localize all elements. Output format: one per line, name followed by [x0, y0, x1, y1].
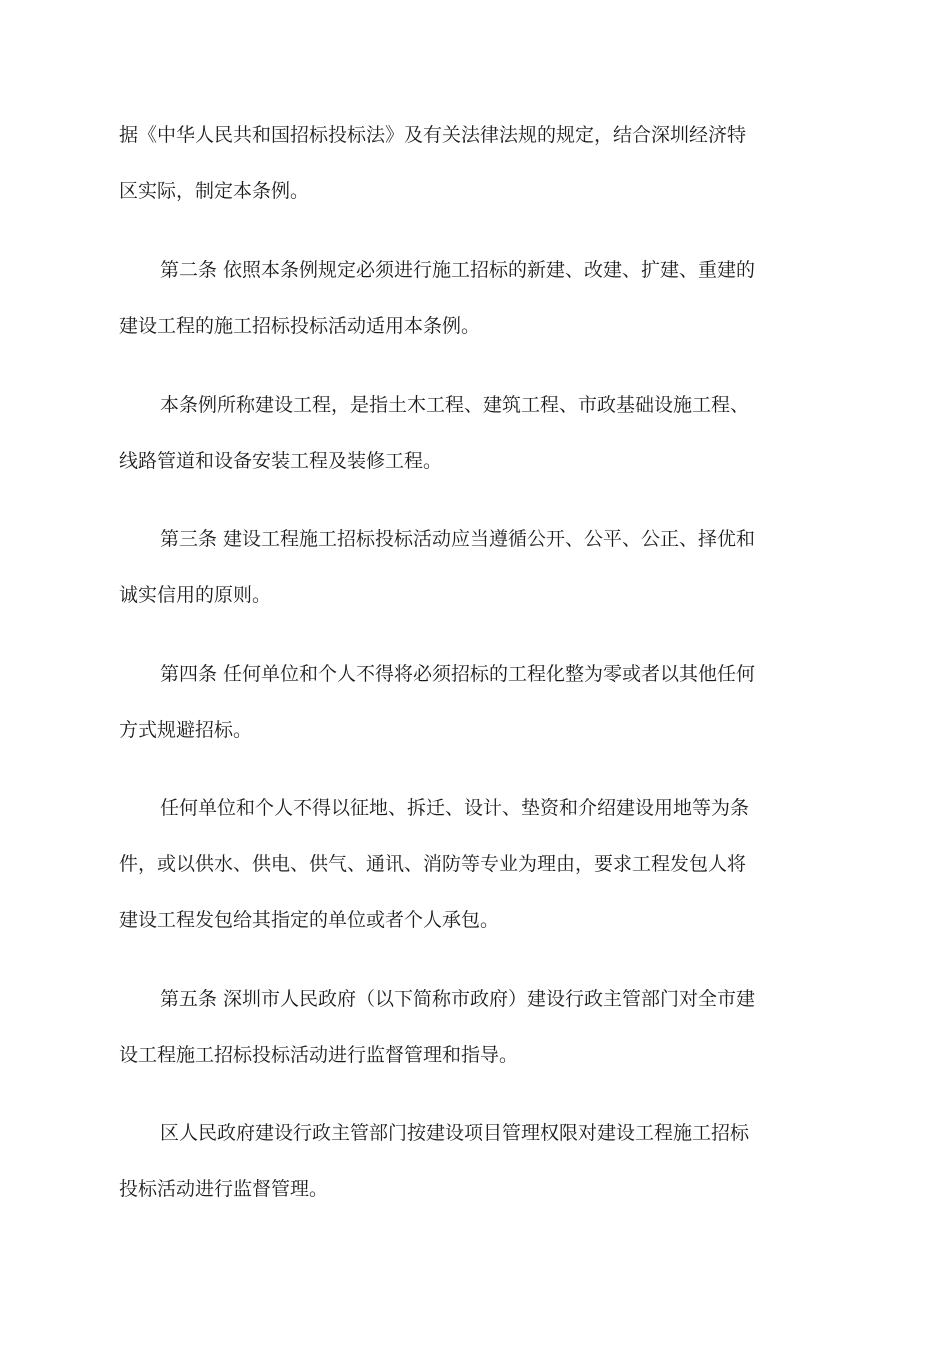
paragraph-line: 本条例所称建设工程，是指土木工程、建筑工程、市政基础设施工程、 — [160, 394, 750, 416]
paragraph-line: 区实际，制定本条例。 — [119, 180, 310, 202]
paragraph-article-5 — [119, 971, 819, 1083]
paragraph-line: 区人民政府建设行政主管部门按建设项目管理权限对建设工程施工招标 — [160, 1122, 750, 1144]
paragraph-article-2-definition — [119, 377, 819, 489]
paragraph-article-3 — [119, 511, 819, 623]
paragraph-line: 建设工程的施工招标投标活动适用本条例。 — [119, 315, 481, 337]
paragraph-line: 方式规避招标。 — [119, 719, 253, 741]
paragraph-line: 设工程施工招标投标活动进行监督管理和指导。 — [119, 1044, 519, 1066]
paragraph-line: 件，或以供水、供电、供气、通讯、消防等专业为理由，要求工程发包人将 — [119, 853, 747, 875]
paragraph-line: 第三条 建设工程施工招标投标活动应当遵循公开、公平、公正、择优和 — [160, 528, 756, 550]
paragraph-line: 线路管道和设备安装工程及装修工程。 — [119, 450, 443, 472]
paragraph-line: 诚实信用的原则。 — [119, 584, 272, 606]
paragraph-line: 第四条 任何单位和个人不得将必须招标的工程化整为零或者以其他任何 — [160, 663, 756, 685]
paragraph-line: 第五条 深圳市人民政府（以下简称市政府）建设行政主管部门对全市建 — [160, 988, 756, 1010]
paragraph-line: 第二条 依照本条例规定必须进行施工招标的新建、改建、扩建、重建的 — [160, 259, 756, 281]
paragraph-article-4-clause-2 — [119, 780, 819, 948]
paragraph-article-4 — [119, 646, 819, 758]
paragraph-line: 投标活动进行监督管理。 — [119, 1178, 329, 1200]
paragraph-article-1-continuation — [119, 107, 819, 219]
paragraph-article-2 — [119, 242, 819, 354]
paragraph-line: 任何单位和个人不得以征地、拆迁、设计、垫资和介绍建设用地等为条 — [160, 797, 750, 819]
paragraph-line: 据《中华人民共和国招标投标法》及有关法律法规的规定，结合深圳经济特 — [119, 124, 747, 146]
paragraph-line: 建设工程发包给其指定的单位或者个人承包。 — [119, 909, 500, 931]
paragraph-article-5-clause-2 — [119, 1105, 819, 1217]
